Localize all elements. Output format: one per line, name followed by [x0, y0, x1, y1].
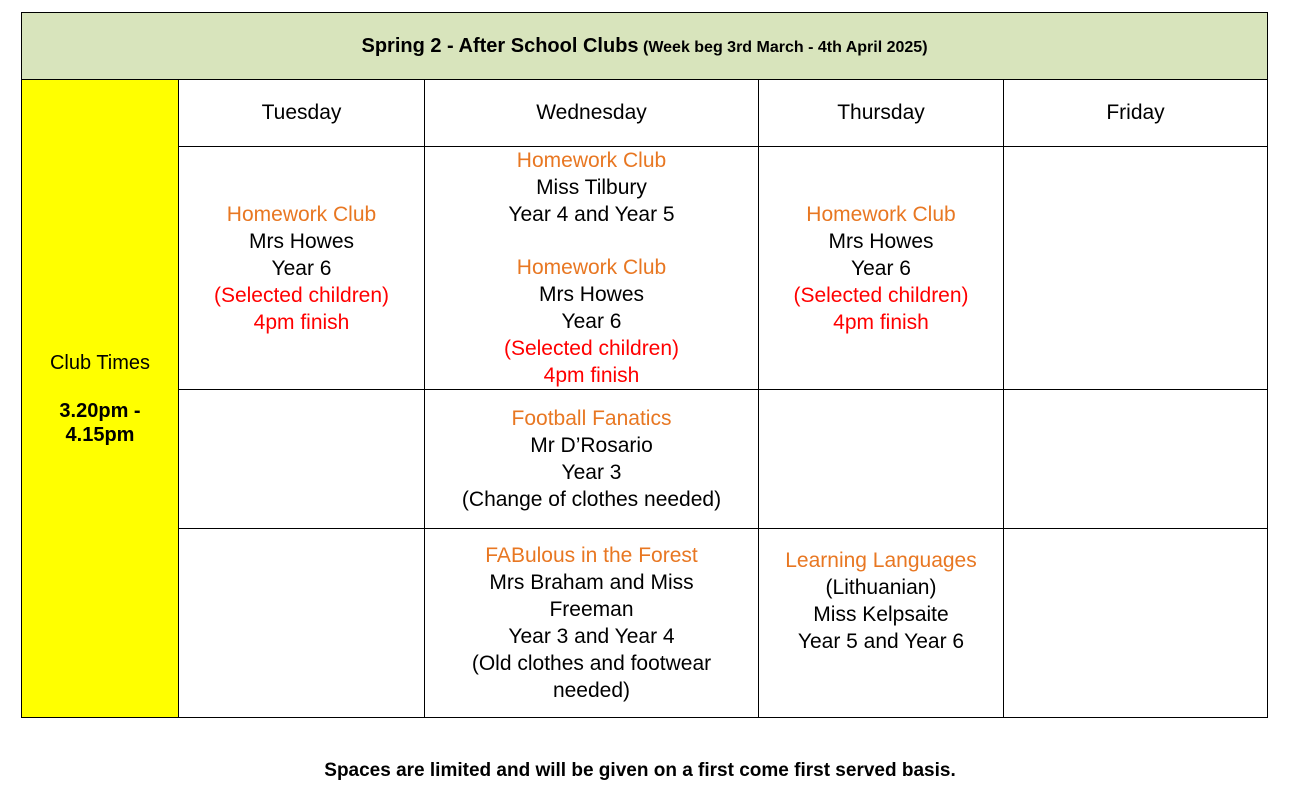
club-finish: 4pm finish	[543, 364, 640, 387]
club-teacher: Miss Kelpsaite	[813, 603, 949, 626]
title-cell	[22, 13, 1268, 80]
club-name: Football Fanatics	[511, 407, 672, 430]
club-teacher: Mr D’Rosario	[530, 434, 653, 457]
club-teacher-cont: Freeman	[549, 598, 634, 621]
club-name: FABulous in the Forest	[485, 544, 698, 567]
day-header-thursday: Thursday	[759, 80, 1004, 147]
club-note: (Selected children)	[793, 283, 969, 307]
slot-thursday-2	[759, 390, 1004, 529]
club-year: Year 5 and Year 6	[797, 630, 965, 653]
club-entry	[179, 201, 424, 336]
day-header-wednesday: Wednesday	[425, 80, 759, 147]
club-note: (Selected children)	[213, 283, 390, 307]
club-note-cont: needed)	[552, 679, 631, 702]
slot-wednesday-3	[425, 529, 759, 718]
slot-friday-1	[1004, 147, 1268, 390]
club-year: Year 3	[561, 461, 622, 484]
club-note: (Old clothes and footwear	[471, 652, 712, 675]
club-entry	[759, 547, 1003, 655]
club-language: (Lithuanian)	[825, 576, 937, 599]
page-subtitle: (Week beg 3rd March - 4th April 2025)	[643, 38, 928, 56]
club-teacher: Mrs Howes	[828, 229, 934, 253]
club-year: Year 4 and Year 5	[508, 203, 675, 226]
club-times-label: Club Times	[49, 351, 151, 374]
club-teacher: Miss Tilbury	[536, 176, 647, 199]
club-name: Homework Club	[516, 256, 667, 279]
club-entry	[425, 542, 758, 704]
club-name: Homework Club	[226, 202, 377, 226]
slot-tuesday-2	[179, 390, 425, 529]
footer-notice: Spaces are limited and will be given on a first come first served basis.	[324, 760, 956, 781]
club-entry	[759, 201, 1003, 336]
slot-wednesday-1	[425, 147, 759, 390]
slot-thursday-1	[759, 147, 1004, 390]
club-year: Year 6	[851, 256, 911, 280]
club-times-end: 4.15pm	[65, 423, 135, 446]
club-teacher: Mrs Braham and Miss	[489, 571, 694, 594]
clubs-timetable	[21, 12, 1268, 718]
club-entry	[425, 405, 758, 513]
club-teacher: Mrs Howes	[248, 229, 354, 253]
club-name: Homework Club	[806, 202, 956, 226]
club-times-cell	[22, 80, 179, 718]
slot-wednesday-2	[425, 390, 759, 529]
day-header-tuesday: Tuesday	[179, 80, 425, 147]
slot-tuesday-3	[179, 529, 425, 718]
club-note: (Selected children)	[503, 337, 680, 360]
club-finish: 4pm finish	[833, 310, 929, 334]
club-name: Homework Club	[516, 149, 667, 172]
club-finish: 4pm finish	[253, 310, 350, 334]
club-note: (Change of clothes needed)	[461, 488, 722, 511]
club-name: Learning Languages	[785, 549, 977, 572]
club-times-start: 3.20pm -	[59, 399, 141, 422]
slot-tuesday-1	[179, 147, 425, 390]
day-header-friday: Friday	[1004, 80, 1268, 147]
club-year: Year 6	[271, 256, 332, 280]
club-entry	[425, 254, 758, 389]
club-teacher: Mrs Howes	[538, 283, 644, 306]
club-entry	[425, 147, 758, 228]
club-year: Year 6	[561, 310, 622, 333]
slot-friday-3	[1004, 529, 1268, 718]
slot-friday-2	[1004, 390, 1268, 529]
slot-thursday-3	[759, 529, 1004, 718]
club-year: Year 3 and Year 4	[508, 625, 675, 648]
page-title: Spring 2 - After School Clubs	[361, 34, 639, 57]
